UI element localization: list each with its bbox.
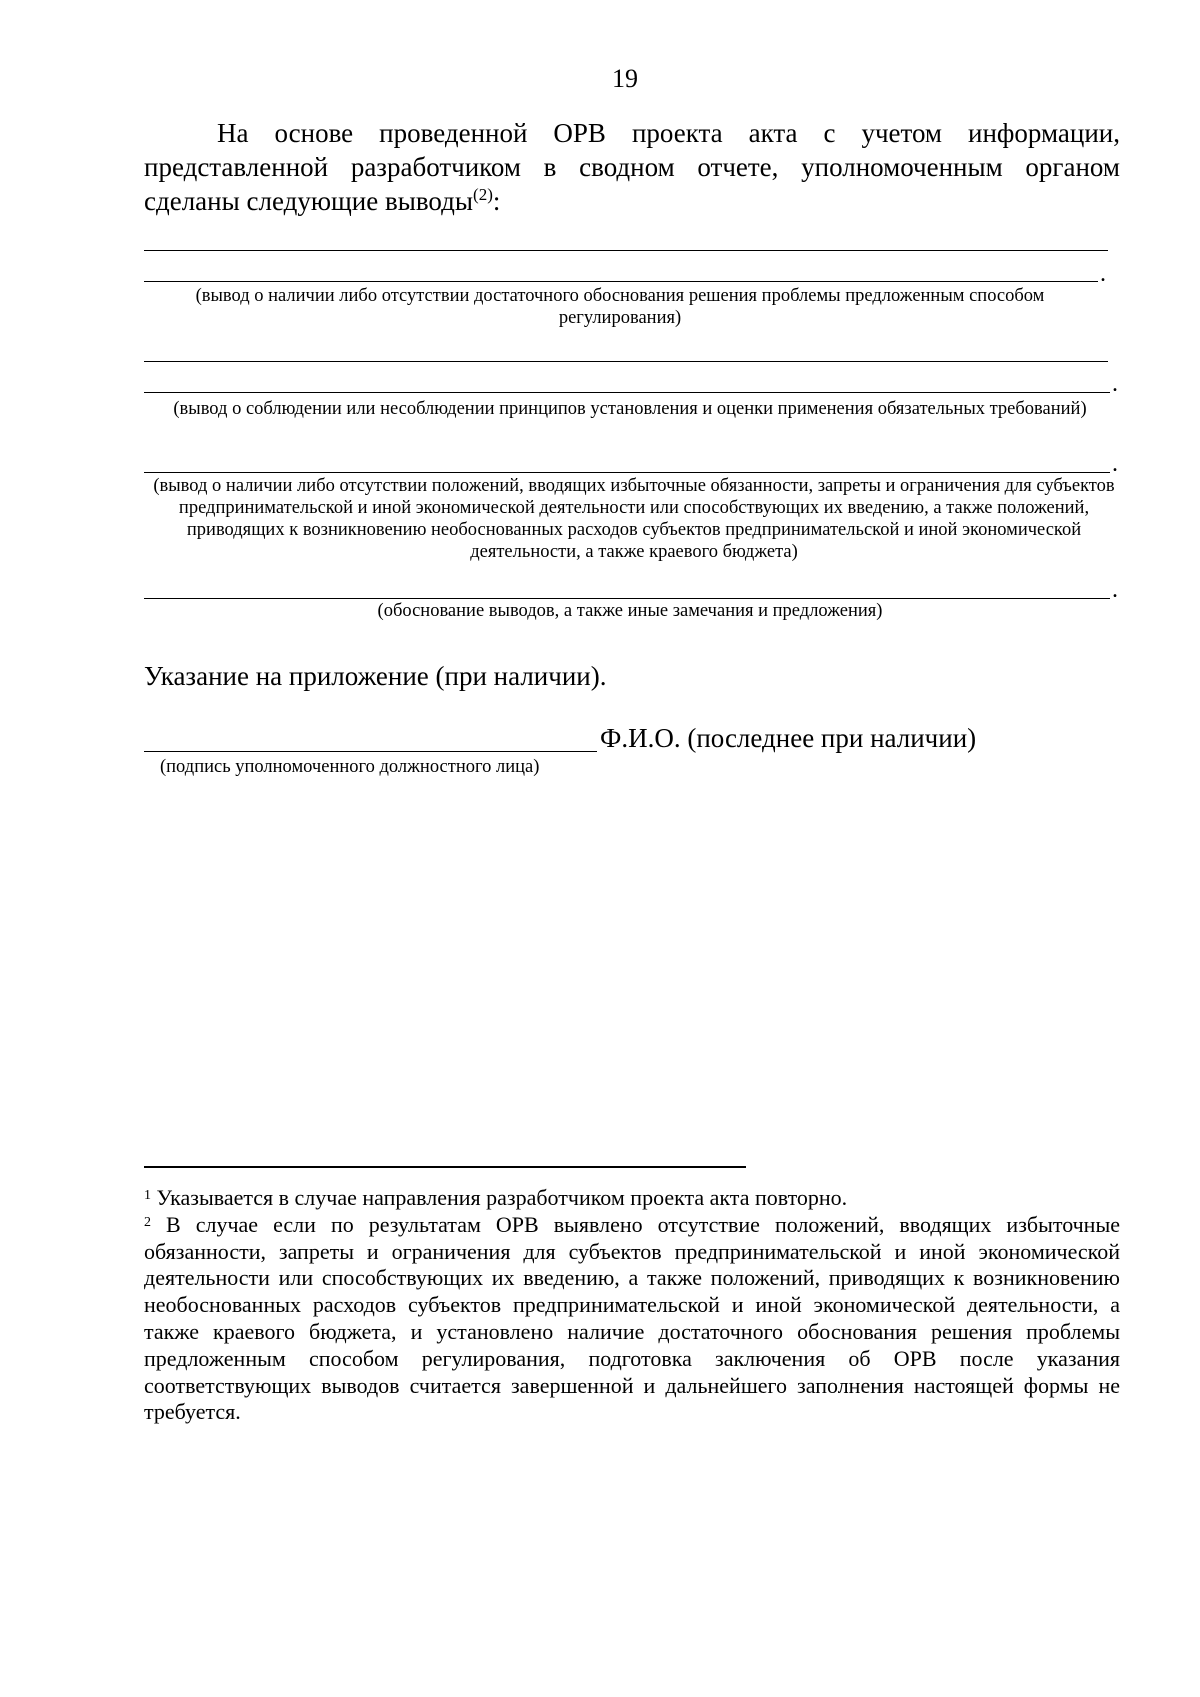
appendix-note: Указание на приложение (при наличии). [144,661,607,691]
intro-paragraph [144,116,1120,218]
field-1-caption: (вывод о наличии либо отсутствии достаточного обоснования решения проблемы предложенным способом регулирования) [195,286,1045,328]
field-1-dot: . [1100,261,1106,287]
intro-tail: : [492,186,501,216]
footnote-separator [144,1166,746,1168]
field-1-line-2[interactable] [144,281,1098,282]
footnote-1 [144,1185,1120,1212]
field-2-line-1[interactable] [144,361,1108,362]
field-2-dot: . [1112,371,1118,397]
field-4-caption: (обоснование выводов, а также иные замечания и предложения) [377,601,883,621]
field-1-line-1[interactable] [144,250,1108,251]
signature-caption: (подпись уполномоченного должностного лица) [160,757,540,777]
field-2-caption: (вывод о соблюдении или несоблюдении принципов установления и оценки применения обязательных требований) [173,399,1087,419]
footnote-1-mark: 1 [144,1188,151,1203]
field-3-dot: . [1112,451,1118,477]
field-3-line-1[interactable] [144,472,1110,473]
footnote-1-text: Указывается в случае направления разработчиком проекта акта повторно. [156,1185,848,1210]
field-2-line-2[interactable] [144,392,1110,393]
page-number: 19 [612,64,638,93]
footnotes [144,1185,1120,1426]
field-3-caption: (вывод о наличии либо отсутствии положений, вводящих избыточные обязанности, запреты и ограничения для субъектов предпринимательской и иной экономической деятельности или способствующих их введению, а также положений, приводящих к возникновению необоснованных расходов субъектов предпринимательской и иной экономической деятельности, а также краевого бюджета) [153,476,1115,562]
field-4-line-1[interactable] [144,598,1110,599]
footnote-2 [144,1212,1120,1426]
fio-label: Ф.И.О. (последнее при наличии) [600,723,977,753]
intro-text: На основе проведенной ОРВ проекта акта с учетом информации, представленной разработчиком в сводном отчете, уполномоченным органом сделаны следующие выводы [144,118,1120,216]
footnote-2-mark: 2 [144,1214,151,1230]
signature-line[interactable] [144,751,597,752]
footnote-ref-2: (2) [473,185,493,204]
field-4-dot: . [1112,577,1118,603]
footnote-2-text: В случае если по результатам ОРВ выявлено отсутствие положений, вводящих избыточные обязанности, запреты и ограничения для субъектов предпринимательской и иной экономической деятельности или способствующих их введению, а также положений, приводящих к возникновению необоснованных расходов субъектов предпринимательской и иной экономической деятельности, а также краевого бюджета, и установлено наличие достаточного обоснования решения проблемы предложенным способом регулирования, подготовка заключения об ОРВ после указания соответствующих выводов считается завершенной и дальнейшего заполнения настоящей формы не требуется. [144,1211,1121,1425]
